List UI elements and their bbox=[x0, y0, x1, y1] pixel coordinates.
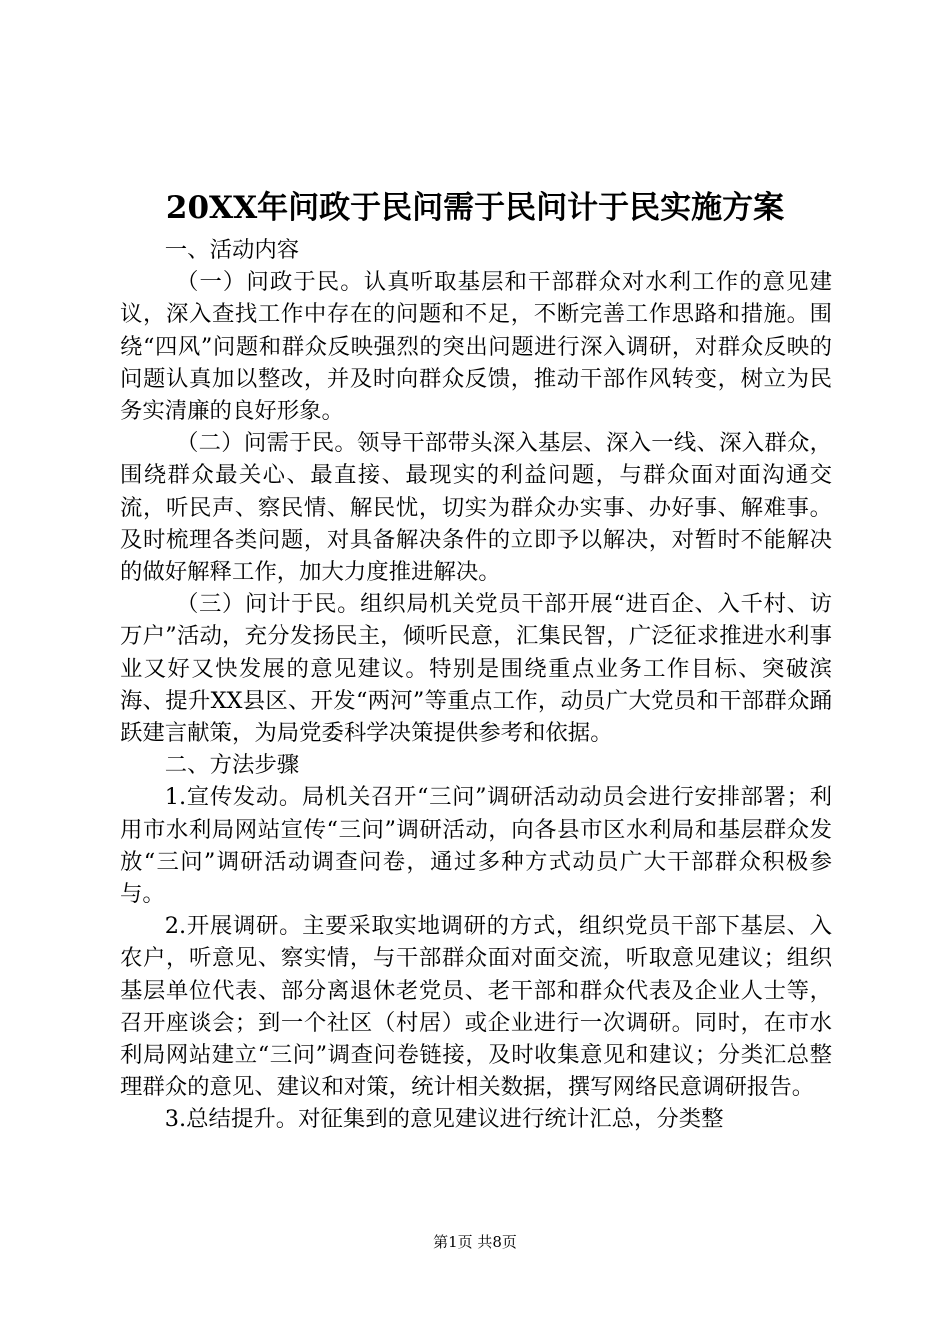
paragraph-step-publicity: 1.宣传发动。局机关召开“三问”调研活动动员会进行安排部署；利用市水利局网站宣传“三问”调研活动，向各县市区水利局和基层群众发放“三问”调研活动调查问卷，通过多种方式动员广大干部群众积极参与。 bbox=[120, 784, 832, 908]
section-heading-method-steps: 二、方法步骤 bbox=[164, 752, 300, 779]
paragraph-ask-needs: （二）问需于民。领导干部带头深入基层、深入一线、深入群众，围绕群众最关心、最直接、最现实的利益问题，与群众面对面沟通交流，听民声、察民情、解民忧，切实为群众办实事、办好事、解难事。及时梳理各类问题，对具备解决条件的立即予以解决，对暂时不能解决的做好解释工作，加大力度推进解决。 bbox=[120, 430, 832, 586]
paragraph-step-summary: 3.总结提升。对征集到的意见建议进行统计汇总，分类整 bbox=[164, 1106, 724, 1133]
page-number-footer: 第1页 共8页 bbox=[433, 1233, 517, 1251]
document-title: 20XX年问政于民问需于民问计于民实施方案 bbox=[165, 190, 785, 226]
section-heading-activity-content: 一、活动内容 bbox=[164, 237, 300, 263]
paragraph-step-research: 2.开展调研。主要采取实地调研的方式，组织党员干部下基层、入农户，听意见、察实情，与干部群众面对面交流，听取意见建议；组织基层单位代表、部分离退休老党员、老干部和群众代表及企业人士等，召开座谈会；到一个社区（村居）或企业进行一次调研。同时，在市水利局网站建立“三问”调查问卷链接，及时收集意见和建议；分类汇总整理群众的意见、建议和对策，统计相关数据，撰写网络民意调研报告。 bbox=[120, 913, 832, 1101]
document-body bbox=[120, 234, 832, 1136]
paragraph-ask-governance: （一）问政于民。认真听取基层和干部群众对水利工作的意见建议，深入查找工作中存在的问题和不足，不断完善工作思路和措施。围绕“四风”问题和群众反映强烈的突出问题进行深入调研，对群众反映的问题认真加以整改，并及时向群众反馈，推动干部作风转变，树立为民务实清廉的良好形象。 bbox=[120, 269, 832, 425]
paragraph-ask-advice: （三）问计于民。组织局机关党员干部开展“进百企、入千村、访万户”活动，充分发扬民主，倾听民意，汇集民智，广泛征求推进水利事业又好又快发展的意见建议。特别是围绕重点业务工作目标、突破滨海、提升XX县区、开发“两河”等重点工作，动员广大党员和干部群众踊跃建言献策，为局党委科学决策提供参考和依据。 bbox=[120, 591, 832, 747]
